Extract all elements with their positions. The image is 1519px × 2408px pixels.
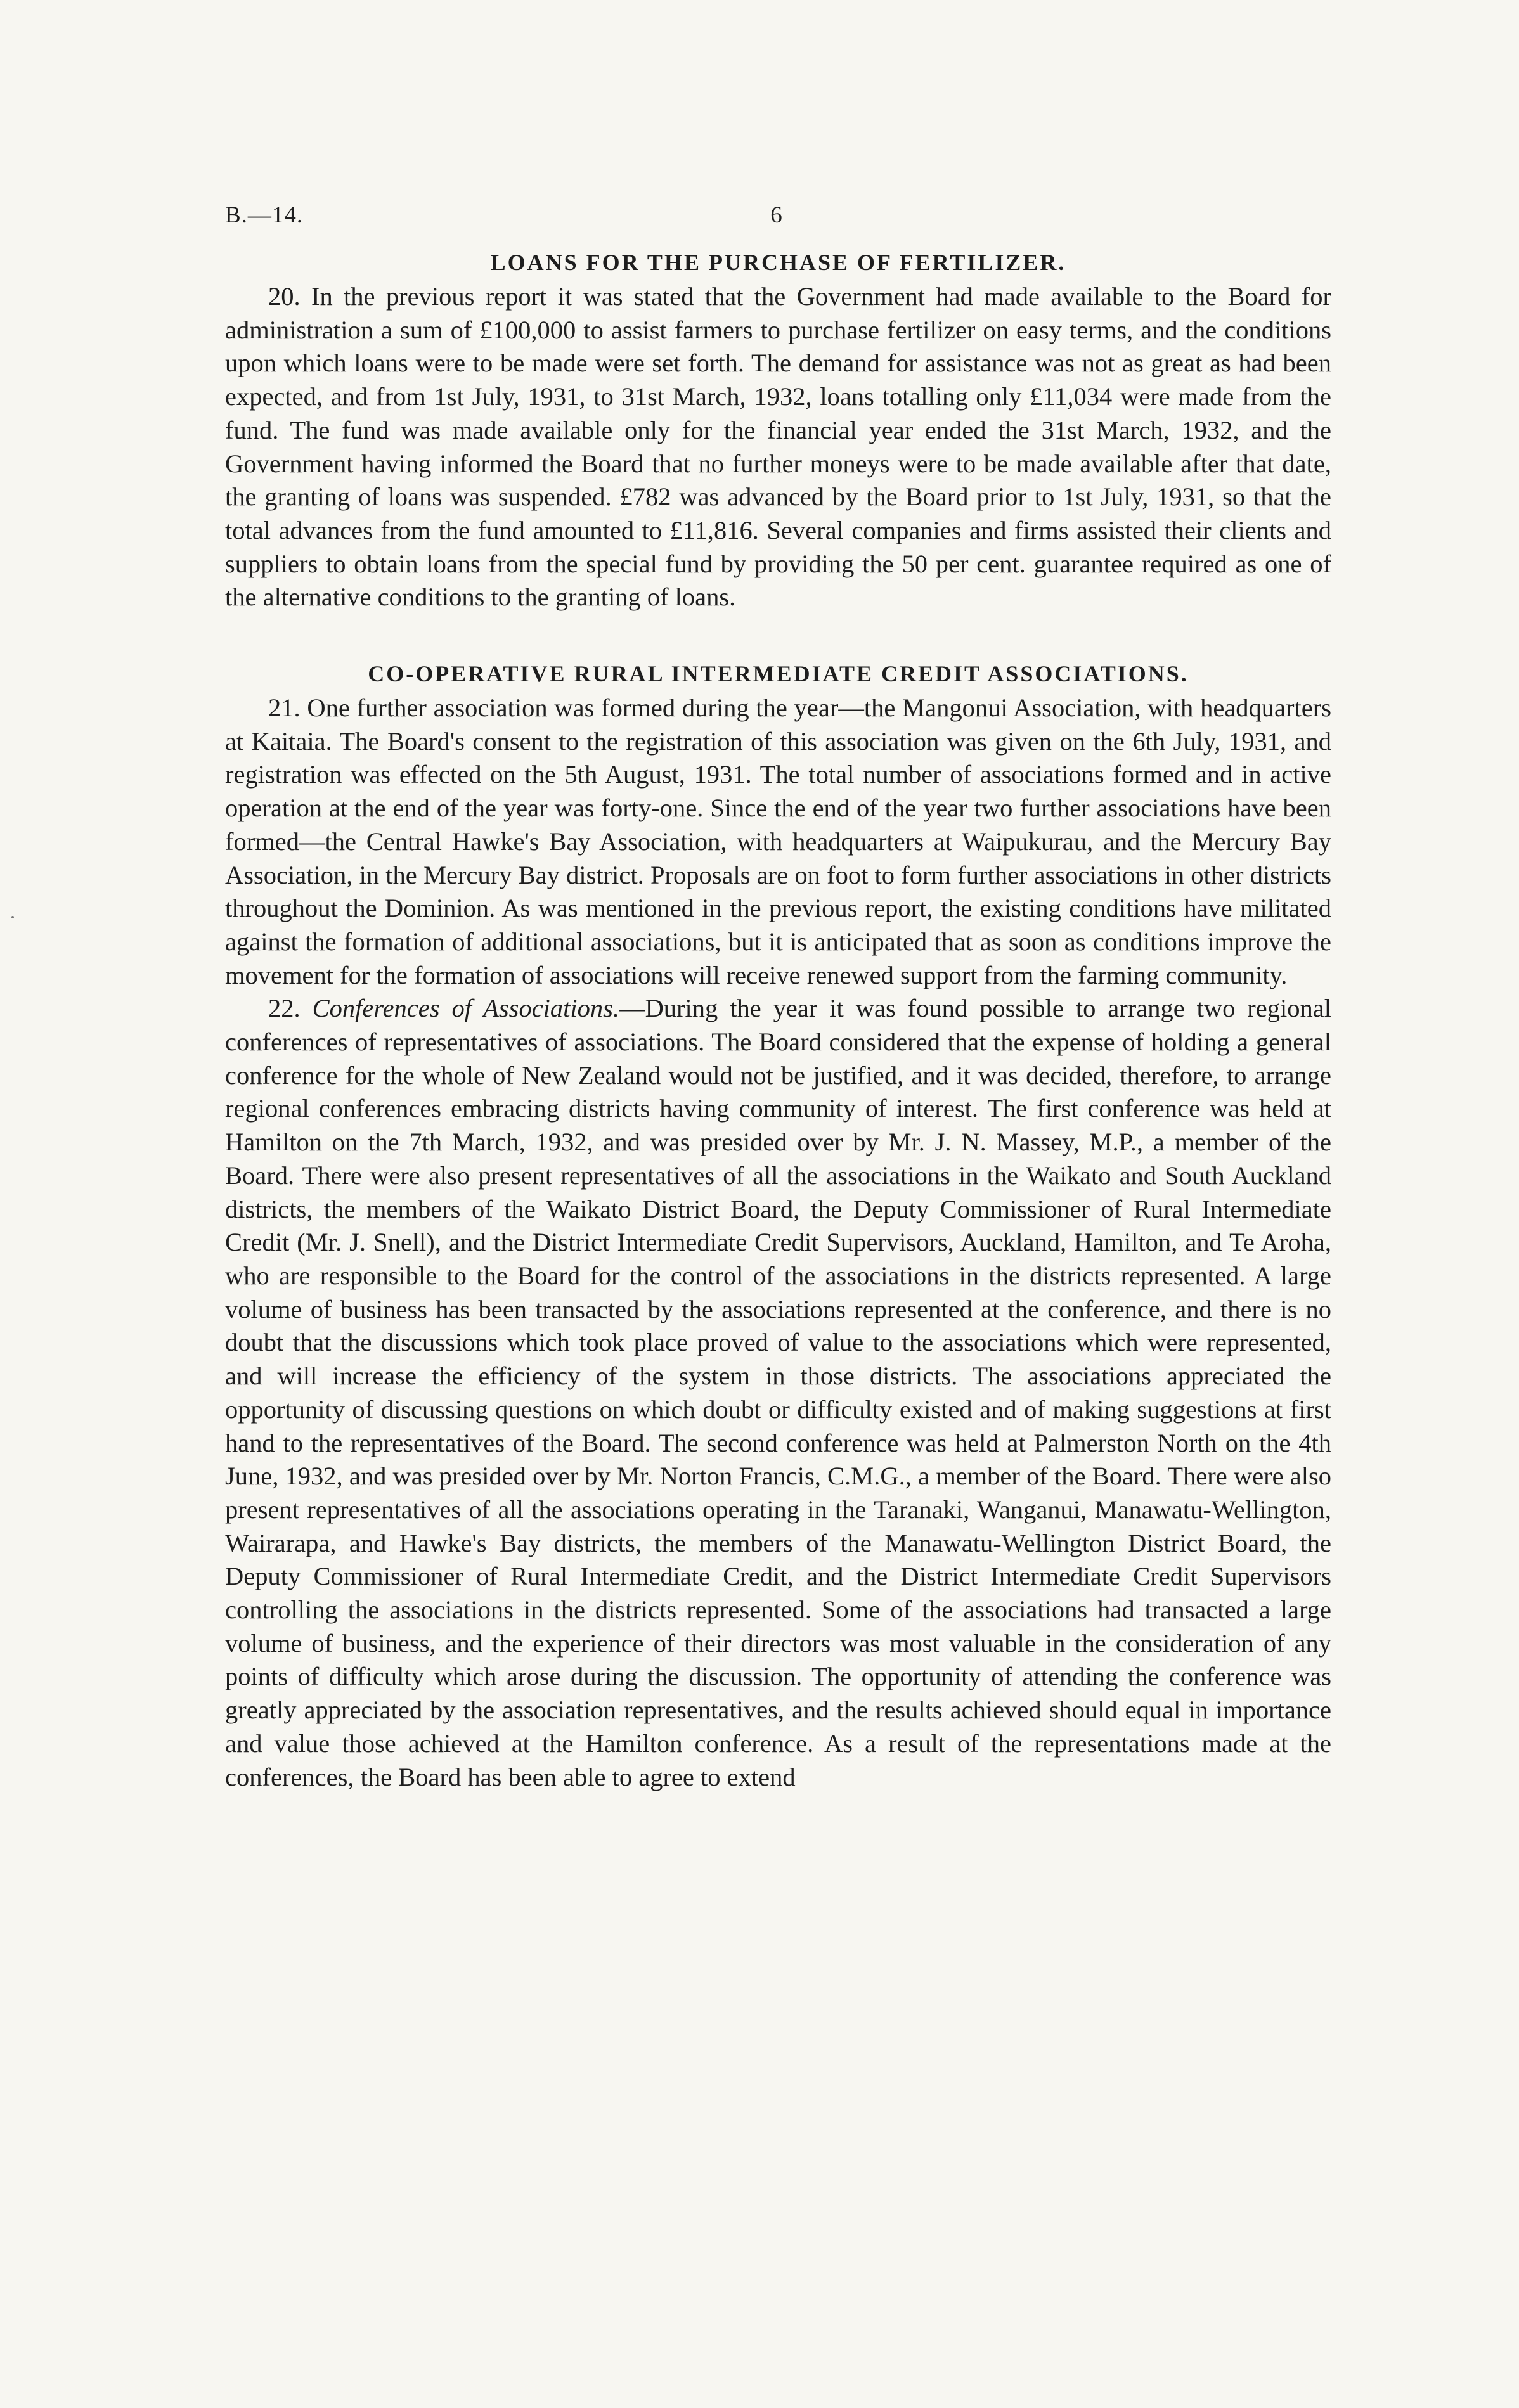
section-heading-credit-associations: CO-OPERATIVE RURAL INTERMEDIATE CREDIT ASSOCIATIONS. — [368, 661, 1189, 687]
paragraph-21: 21. One further association was formed during the year—the Mangonui Association, with headquarters at Kaitaia. The Board's consent to the registration of this association was given on the 6th July, 1931, and registration was effected on the 5th August, 1931. The total number of associations formed and in active operation at the end of the year was forty-one. Since the end of the year two further associations have been formed—the Central Hawke's Bay Association, with headquarters at Waipukurau, and the Mercury Bay Association, in the Mercury Bay district. Proposals are on foot to form further associations in other districts throughout the Dominion. As was mentioned in the previous report, the existing conditions have militated against the formation of additional associations, but it is anticipated that as soon as conditions improve the movement for the formation of associations will receive renewed support from the farming community. — [225, 693, 1331, 989]
paragraph-22-body: —During the year it was found possible to arrange two regional conferences of representatives of associations. The Board considered that the expense of holding a general conference for the whole of New Zealand would not be justified, and it was decided, therefore, to arrange regional conferences embracing districts having community of interest. The first conference was held at Hamilton on the 7th March, 1932, and was presided over by Mr. J. N. Massey, M.P., a member of the Board. There were also present representatives of all the associations in the Waikato and South Auckland districts, the members of the Waikato District Board, the Deputy Commissioner of Rural Intermediate Credit (Mr. J. Snell), and the District Intermediate Credit Supervisors, Auckland, Hamilton, and Te Aroha, who are responsible to the Board for the control of the associations in the districts represented. A large volume of business has been transacted by the associations represented at the conference, and there is no doubt that the discussions which took place proved of value to the associations which were represented, and will increase the efficiency of the system in those districts. The associations appreciated the opportunity of discussing questions on which doubt or difficulty existed and of making suggestions at first hand to the representatives of the Board. The second conference was held at Palmerston North on the 4th June, 1932, and was presided over by Mr. Norton Francis, C.M.G., a member of the Board. There were also present representatives of all the associations operating in the Taranaki, Wanganui, Manawatu-Wellington, Wairarapa, and Hawke's Bay districts, the members of the Manawatu-Wellington District Board, the Deputy Commissioner of Rural Intermediate Credit, and the District Intermediate Credit Supervisors controlling the associations in the districts represented. Some of the associations had transacted a large volume of business, and the experience of their directors was most valuable in the consideration of any points of difficulty which arose during the discussion. The opportunity of attending the conference was greatly appreciated by the association representatives, and the results achieved should equal in importance and value those achieved at the Hamilton conference. As a result of the representations made at the conferences, the Board has been able to agree to extend — [225, 994, 1331, 1791]
page-header — [225, 202, 1331, 240]
scan-speck — [11, 916, 14, 918]
document-reference: B.—14. — [225, 202, 304, 228]
paragraph-22 — [225, 992, 1331, 1794]
page-number: 6 — [770, 202, 783, 228]
document-page — [225, 202, 1331, 1794]
section-heading-fertilizer-loans: LOANS FOR THE PURCHASE OF FERTILIZER. — [490, 250, 1066, 275]
paragraph-20: 20. In the previous report it was stated that the Government had made available to the Board for administration a sum of £100,000 to assist farmers to purchase fertilizer on easy terms, and the conditions upon which loans were to be made were set forth. The demand for assistance was not as great as had been expected, and from 1st July, 1931, to 31st March, 1932, loans totalling only £11,034 were made from the fund. The fund was made available only for the financial year ended the 31st March, 1932, and the Government having informed the Board that no further moneys were to be made available after that date, the granting of loans was suspended. £782 was advanced by the Board prior to 1st July, 1931, so that the total advances from the fund amounted to £11,816. Several companies and firms assisted their clients and suppliers to obtain loans from the special fund by providing the 50 per cent. guarantee required as one of the alternative conditions to the granting of loans. — [225, 282, 1331, 612]
paragraph-22-subheading: Conferences of Associations. — [312, 994, 620, 1023]
paragraph-22-number: 22. — [268, 994, 313, 1023]
